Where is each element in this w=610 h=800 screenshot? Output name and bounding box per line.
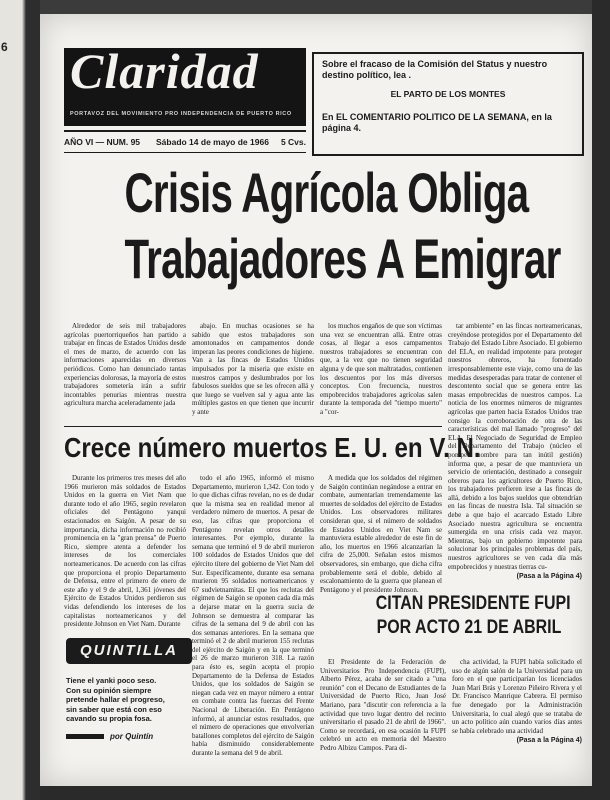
logo-wordmark: Claridad [70,43,259,99]
logo-tagline: PORTAVOZ DEL MOVIMIENTO PRO INDEPENDENCIA DE PUERTO RICO [70,111,292,117]
story1-text-2: abajo. En muchas ocasiones se ha sabido que estos trabajadores son amontonados en campamentos donde imperan las peores condiciones de higiene. Van a las fincas de Estados Unidos impulsados por la miseria que existe en nuestros campos y deslumbrados por los fabulosos sueldos que se les ofrecen allá y que luego se vuelven sal y agua ante las múltiples gastos en que tienen que incurrir y ante [192,322,314,416]
page-number: 6 [1,40,8,54]
verse-line: cavando su propia fosa. [66,714,152,723]
story1-text-1: Alrededor de seis mil trabajadores agrícolas puertorriqueños han partido a trabajar en fincas de Estados Unidos desde el mes de marzo, de acuerdo con las informaciones aparecidas en diversos periódicos. Como han denunciado tantas experiencias dolorosas, la mayoría de estos trabajadores sometería irán a sufrir incontables penurias mientras nuestra agricultura marcha aceleradamente jada [64,322,186,408]
story2-text-2: todo el año 1965, informó el mismo Departamento, murieron 1,342. Con todo y lo que dichas cifras revelan, no es de dudar que la misma sea en realidad menor al verdadero número de muertos. A pesar de eso, las cifras que proporciona el Pentágono revelan otros detalles interesantes. Por ejemplo, durante la semana que terminó el 9 de abril murieron 100 soldados de Estados Unidos que del ejército títere del gobierno de Viet Nam del Sur. Específicamente, durante esa semana murieron 95 soldados norteamericanos y 67 sudvietnamitas. El que los reclutas del régimen de Saigón se oponen cada día más a dejarse matar en la guerra sucia de Johnson se demuestra al comparar las cifras de la semana del 9 de abril con las dos semanas anteriores. En la semana que terminó el 2 de abril murieron 155 reclutas del ejército de Saigón y en la que terminó el 26 de marzo murieron 318. La razón para ésto es, según acepta el propio Departamento de la Defensa de Estados Unidos, que los soldados de Saigón se niegan cada vez en mayor número a entrar en combate contra las fuerzas del Frente Nacional de Liberación. En Pentágono informó, al anunciar estos resultados, que el número de operaciones que envolverían batallones completos del ejército de Saigón había disminuido considerablemente durante la semana del 9 de abril. [192,474,314,757]
issue-date: Sábado 14 de mayo de 1966 [156,137,269,147]
issue-price: 5 Cvs. [280,137,306,147]
page-edge-left [0,0,40,800]
divider-rule [64,426,442,427]
main-headline-line-1: Crisis Agrícola Obliga [124,161,529,224]
main-headline [50,160,582,292]
story2-text-1: Durante los primeros tres meses del año 1966 murieron más soldados de Estados Unidos en la guerra en Viet Nam que durante todo el año 1965, según revelaron oficiales del Pentágono yanqui estacionados en Saigón. A pesar de su importancia, dicha información no recibió prominencia en la "gran prensa" de Puerto Rico, siempre atenta a defender los intereses de los comerciales norteamericanos. De acuerdo con las cifras que proporciona el propio Departamento de Defensa, entre el primero de enero de este año y el 9 de abril, 1,361 jóvenes del Ejército de Estados Unidos perdieron sus vidas defendiendo los intereses de los capitalistas norteamericanos y del presidente Johnson en Viet Nam. Durante [64,474,186,629]
newspaper-page [40,14,592,786]
teaser-line-3: En EL COMENTARIO POLITICO DE LA SEMANA, en la página 4. [322,112,552,133]
story1-column-1 [64,322,186,418]
story3-text-2: cha actividad, la FUPI había solicitado el uso de algún salón de la Universidad para un foro en el que participarían los licenciados Juan Mari Brás y Lorenzo Piñeiro Rivera y el Dr. Francisco Manrique Cabrera. El permiso fue denegado por la Administración Universitaria, lo cual alegó que se trataba de un acto político aún cuando varios días antes se había celebrado una actividad [452,658,582,735]
story1-continued: (Pasa a la Página 4) [516,573,582,581]
decorative-bar [66,734,104,739]
issue-number: AÑO VI — NUM. 95 [64,137,141,147]
story2-text-3: A medida que los soldados del régimen de Saigón continúan negándose a entrar en combate, aumentarían tremendamente las muertes de soldados del ejército de Estados Unidos. Los observadores militares consideran que, si el número de soldados de Estados Unidos en Viet Nam se mantuviera estable alrededor de este fin de año, los muertos en 1966 alcanzarían la cifra de 25,000. Señalan estos mismos observadores, sin embargo, que dicha cifra probablemente será el doble, debido al escalonamiento de la guerra que planean el Pentágono y el presidente Johnson. [320,474,442,594]
verse-line: sin saber que está con eso [66,704,162,714]
masthead-logo [64,43,306,126]
story3-headline-line-2: POR ACTO 21 DE ABRIL [376,617,562,638]
teaser-box [312,52,584,156]
quintilla-title: QUINTILLA [66,638,192,664]
story3-headline-line-1: CITAN PRESIDENTE FUPI [375,593,571,614]
story2-column-1 [64,474,186,630]
page-edge-bottom [40,786,592,800]
verse-line: Con su opinión siempre [66,685,152,695]
verse-line: pretende hallar el progreso, [66,695,165,704]
teaser-line-2: EL PARTO DE LOS MONTES [390,89,506,99]
verse-line: Tiene el yanki poco seso. [66,676,157,685]
story3-column-1 [320,658,446,754]
story3-continued: (Pasa a la Página 4) [516,737,582,745]
quintilla-signature [66,732,216,741]
story2-headline: Crece número muertos E. U. en V. N. [64,432,481,463]
teaser-line-1: Sobre el fracaso de la Comisión del Status y nuestro destino político, lea . [322,59,548,80]
quintilla-box [66,638,216,740]
story2-column-3 [320,474,442,594]
main-headline-line-2: Trabajadores A Emigrar [124,227,561,290]
story1-text-4: tar ambiente" en las fincas norteamericanas, creyéndose protegidos por el Departamento del Trabajo del Estado Libre Asociado. El gobierno del ELA, en realidad impotente para proteger nuestros obreros, ha fomentado irresponsablemente este viaje, como una de las medidas desesperadas para tratar de contener el descontento social que se genera entre las masas empobrecidas de nuestros campos. La noticia de los enormes números de migrantes agrícolas que parten hacia Estados Unidos trae consigo la corroboración de otra de las características del mal llamado "progreso" del ELA. El Negociado de Seguridad de Empleo del Departamento del Trabajo (núcleo el pompeo nombre para tan inútil gestión) informa que, a pesar de que mantuviera un servicio de orientación, destinado a conseguir obreros para los agricultores de Puerto Rico, los trabajadores prefieren irse a las fincas de allá, debido a los bajos sueldos que obtendrían en las fincas de nuestra Isla. Tal situación se debe a que bajo el acarcado Estado Libre Asociado nuestra agricultura se encuentra sumergida en una crisis cada vez mayor. Mientras, bajo un gobierno impotente para solucionar los principales problemas del país, nuestros agricultores se ven cada día más empobrecidos y nuestras tierras cu- [448,322,582,571]
story1-column-2 [192,322,314,418]
quintilla-verse [66,676,216,724]
story1-text-3: los muchos engaños de que son víctimas una vez se encuentran allá. Entre otras cosas, al llegar a esos campamentos nuestros trabajadores se encuentran con que, a la vez que no tienen seguridad alguna y de que son maltratados, contienen los descuentos por los más diversos conceptos. Con frecuencia, nuestros empobrecidos trabajadores agrícolas salen durante la temporada del "tiempo muerto" a "cor- [320,322,442,416]
story3-column-2 [452,658,582,754]
dateline [64,130,306,153]
quintilla-author: por Quintín [110,731,154,741]
page-edge-right [592,0,610,800]
story3-text-1: El Presidente de la Federación de Universitarios Pro Independencia (FUPI), Alberto Pérez, acaba de ser citado a "una reunión" con el Decano de Estudiantes de la Universidad de Puerto Rico, Juan José Mariano, para "discutir con referencia a la actividad que tuvo lugar dentro del recinto universitario el pasado 21 de abril de 1966". Como se recordará, en esa ocasión la FUPI celebró un acto en memoria del Maestro Pedro Albizu Campos. Para di- [320,658,446,752]
story3-headline [358,592,580,654]
story1-column-3 [320,322,442,418]
